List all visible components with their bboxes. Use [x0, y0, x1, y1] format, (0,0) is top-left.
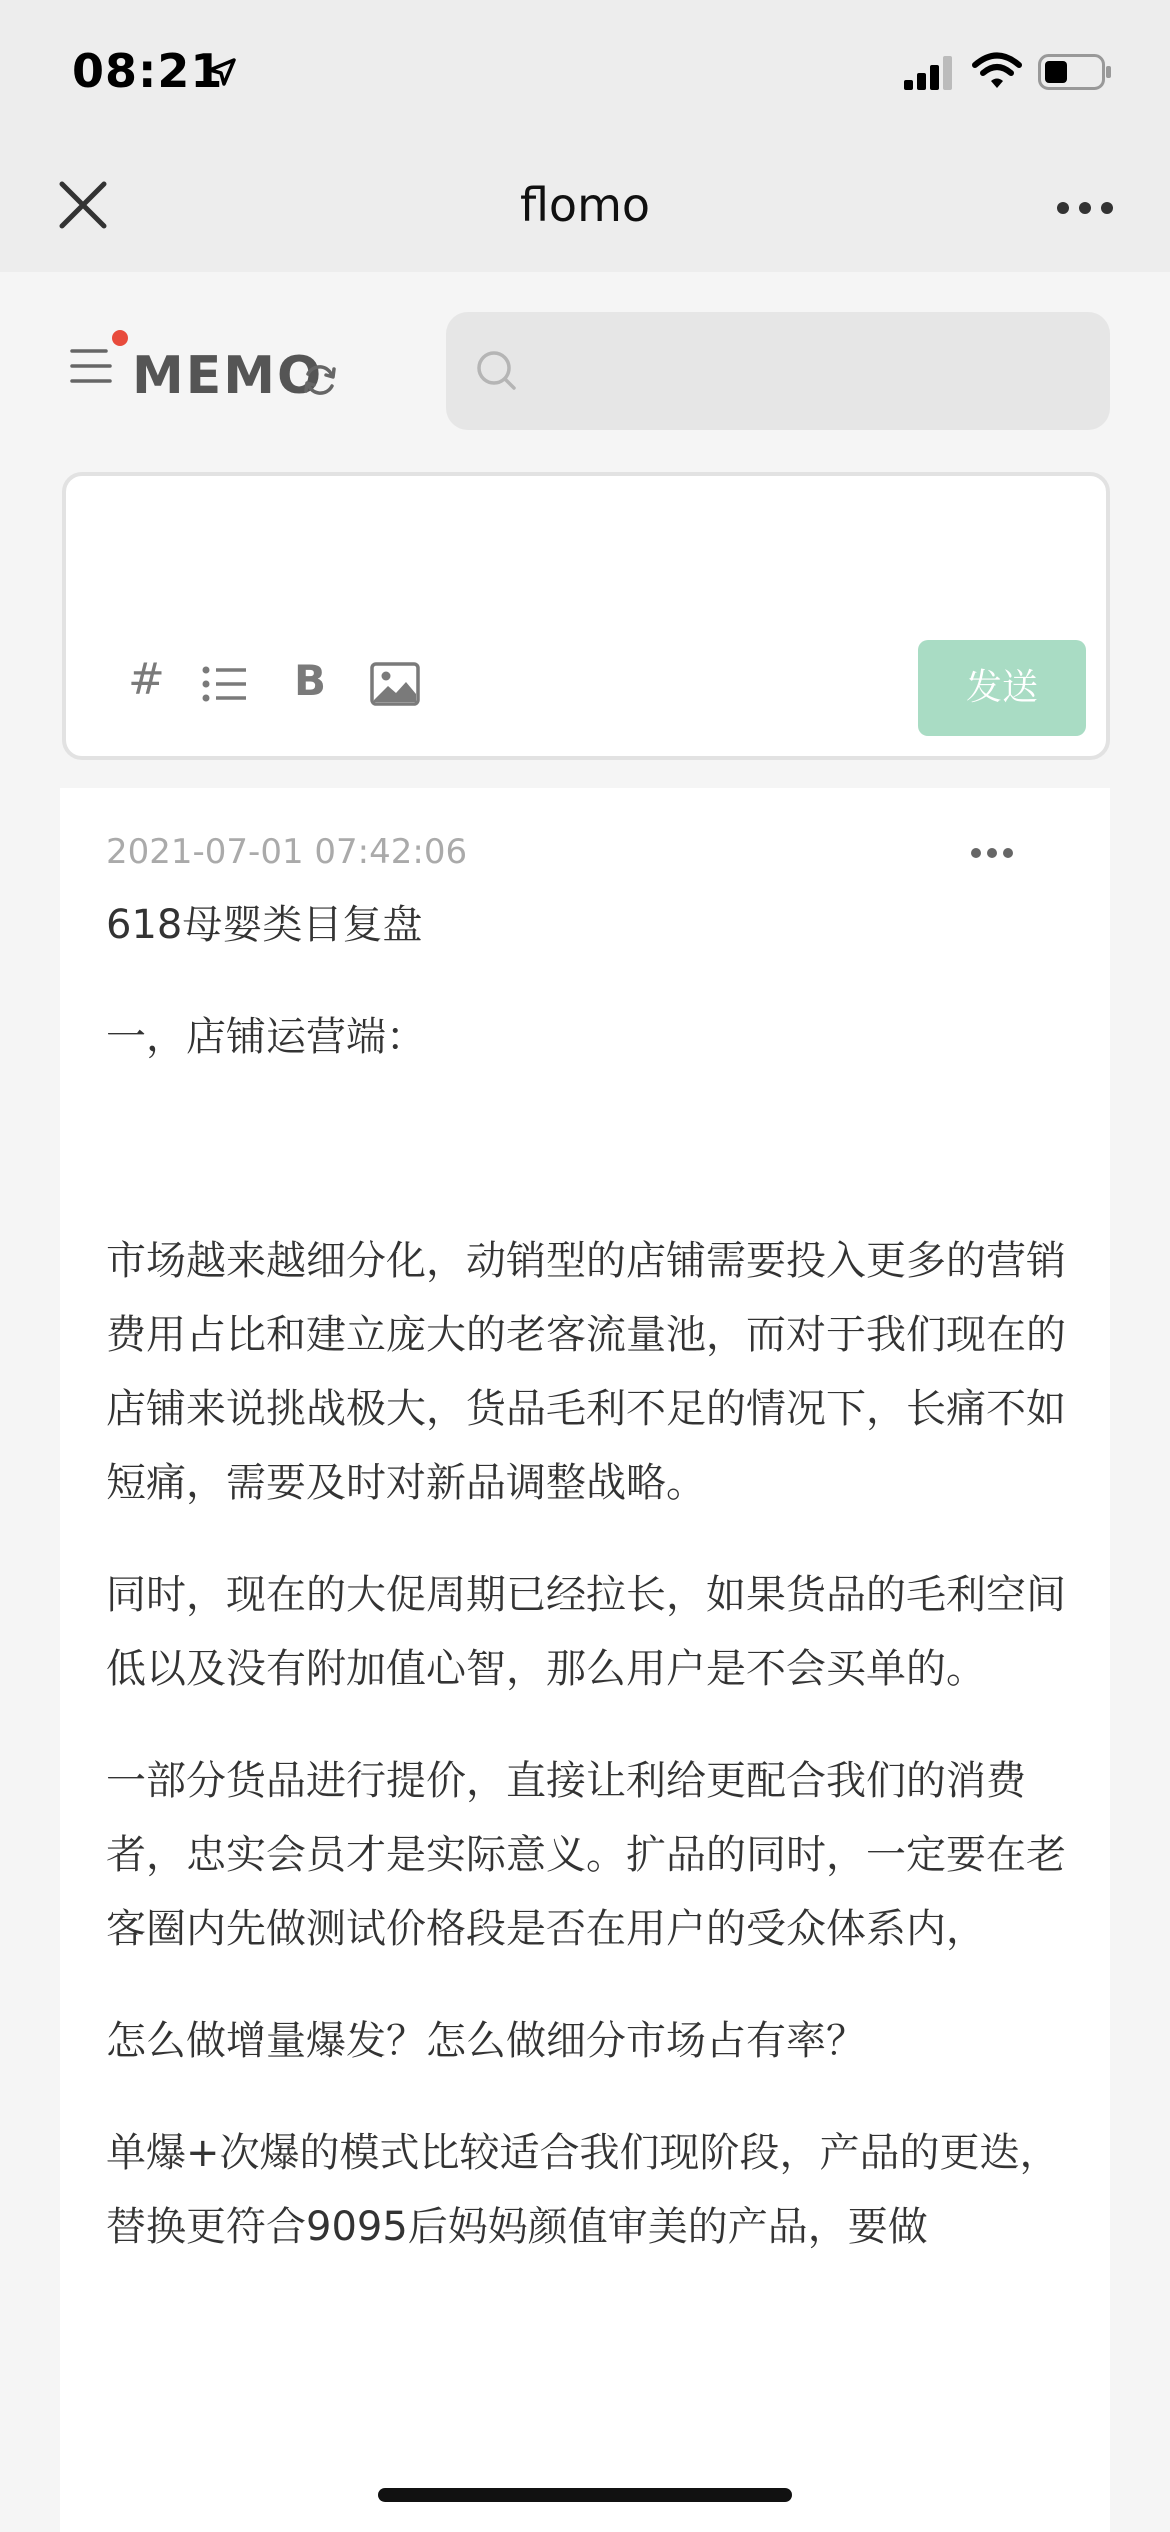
- memo-paragraph: [106, 1112, 1086, 1186]
- memo-paragraph: 同时，现在的大促周期已经拉长，如果货品的毛利空间低以及没有附加值心智，那么用户是不会买单的。: [106, 1572, 1066, 1692]
- memo-paragraph: 618母婴类目复盘: [106, 902, 423, 948]
- image-icon: [370, 662, 420, 706]
- location-arrow-icon: [208, 58, 236, 90]
- memo-card: [60, 788, 1110, 2532]
- status-time: 08:21: [72, 44, 224, 98]
- memo-title: MEMO: [132, 346, 324, 406]
- memo-paragraph: 单爆+次爆的模式比较适合我们现阶段，产品的更迭，替换更符合9095后妈妈颜值审美的产品，要做: [106, 2130, 1060, 2250]
- battery-icon: [1038, 54, 1112, 94]
- memo-paragraph: 一部分货品进行提价，直接让利给更配合我们的消费者，忠实会员才是实际意义。扩品的同时，一定要在老客圈内先做测试价格段是否在用户的受众体系内，: [106, 1758, 1066, 1952]
- memo-timestamp: 2021-07-01 07:42:06: [106, 832, 468, 872]
- memo-editor[interactable]: [62, 472, 1110, 760]
- nav-title: flomo: [519, 178, 651, 232]
- more-icon[interactable]: [1056, 200, 1114, 219]
- memo-paragraph: 怎么做增量爆发？怎么做细分市场占有率？: [106, 2018, 866, 2064]
- search-icon: [476, 350, 518, 396]
- send-button[interactable]: 发送: [918, 640, 1086, 736]
- list-button[interactable]: [202, 666, 248, 706]
- memo-body: [106, 888, 1086, 2302]
- search-input[interactable]: [530, 312, 1094, 432]
- memo-paragraph: 一，店铺运营端：: [106, 1014, 426, 1060]
- list-icon: [202, 666, 248, 702]
- top-bar: [0, 0, 1170, 272]
- memo-more-icon[interactable]: [970, 844, 1014, 863]
- bold-button[interactable]: B: [294, 656, 327, 705]
- signal-icon: [904, 56, 956, 94]
- home-indicator: [378, 2488, 792, 2502]
- search-box[interactable]: [446, 312, 1110, 430]
- menu-icon[interactable]: [70, 348, 112, 388]
- tag-button[interactable]: #: [128, 654, 165, 705]
- wifi-icon: [972, 52, 1022, 94]
- sync-icon[interactable]: [302, 362, 338, 402]
- notification-dot: [112, 330, 128, 346]
- memo-paragraph: 市场越来越细分化，动销型的店铺需要投入更多的营销费用占比和建立庞大的老客流量池，而对于我们现在的店铺来说挑战极大，货品毛利不足的情况下，长痛不如短痛，需要及时对新品调整战略。: [106, 1238, 1066, 1506]
- image-button[interactable]: [370, 662, 420, 710]
